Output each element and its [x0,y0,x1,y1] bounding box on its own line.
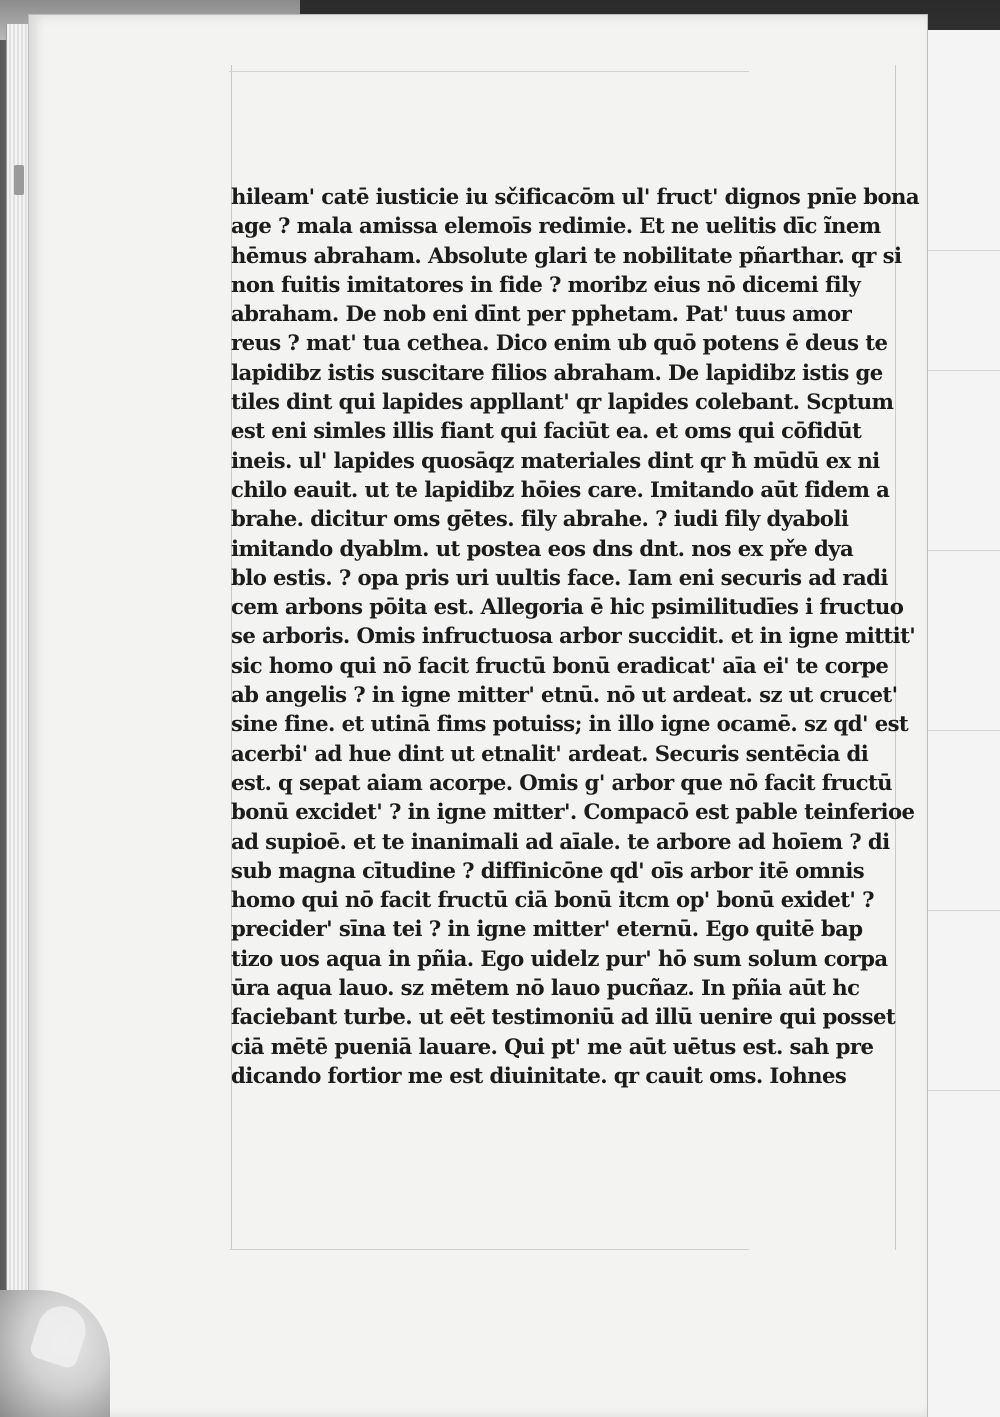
manuscript-line: faciebant turbe. ut eēt testimoniū ad illū uenire qui posset [231,1005,896,1031]
page-clip-tab [14,165,24,195]
manuscript-line: ūra aqua lauo. sz mētem nō lauo pucñaz. In pñia aūt hc [231,976,860,1002]
manuscript-line: ad supioē. et te inanimali ad aīale. te arbore ad hoīem ? di [231,829,890,855]
manuscript-line: hileam' catē iusticie iu sčificacōm ul' fruct' dignos pnīe bona [231,185,920,210]
manuscript-line: acerbi' ad hue dint ut etnalit' ardeat. Securis sentēcia di [231,741,869,767]
manuscript-text-block [231,183,931,1091]
manuscript-line: chilo eauit. ut te lapidibz hōies care. Imitando aūt fidem a [231,477,890,503]
manuscript-line: blo estis. ? opa pris uri uultis face. Iam eni securis ad radi [231,565,888,591]
manuscript-page [28,14,928,1417]
top-ruling-line [229,71,749,72]
manuscript-line: est eni simles illis fiant qui faciūt ea. et oms qui cōfidūt [231,419,862,445]
manuscript-line: reus ? mat' tua cethea. Dico enim ub quō potens ē deus te [231,331,888,357]
manuscript-line: sic homo qui nō facit fructū bonū eradicat' aīa ei' te corpe [231,653,889,679]
manuscript-line: sine fine. et utinā fims potuiss; in illo igne ocamē. sz qd' est [231,712,909,738]
manuscript-line: se arboris. Omis infructuosa arbor succidit. et in igne mittit' [231,624,916,650]
manuscript-line: ab angelis ? in igne mitter' etnū. nō ut ardeat. sz ut crucet' [231,683,898,709]
manuscript-line: lapidibz istis suscitare filios abraham. De lapidibz istis ge [231,360,883,386]
manuscript-line: sub magna cītudine ? diffinicōne qd' oīs arbor itē omnis [231,858,865,884]
manuscript-line: tiles dint qui lapides appllant' qr lapides colebant. Scptum [231,390,894,416]
manuscript-line: homo qui nō facit fructū ciā bonū itcm op' bonū exidet' ? [231,888,874,914]
manuscript-line: imitando dyablm. ut postea eos dns dnt. nos ex pře dya [231,536,854,562]
manuscript-line: hēmus abraham. Absolute glari te nobilitate pñarthar. qr si [231,243,902,269]
manuscript-line: age ? mala amissa elemoīs redimie. Et ne uelitis dīc ĩnem [231,214,881,240]
manuscript-line: est. q sepat aiam acorpe. Omis g' arbor que nō facit fructū [231,770,893,796]
manuscript-line: brahe. dicitur oms gētes. fily abrahe. ? iudi fily dyaboli [231,507,849,533]
manuscript-line: dicando fortior me est diuinitate. qr cauit oms. Iohnes [231,1063,847,1089]
manuscript-line: bonū excidet' ? in igne mitter'. Compacō est pable teinferioe [231,800,915,826]
manuscript-line: precider' sīna tei ? in igne mitter' eternū. Ego quitē bap [231,917,863,943]
bottom-ruling-line [229,1249,749,1250]
manuscript-line: non fuitis imitatores in fide ? moribz eius nō dicemi fily [231,272,861,298]
manuscript-line: ciā mētē pueniā lauare. Qui pt' me aūt uētus est. sah pre [231,1034,874,1060]
manuscript-line: abraham. De nob eni dīnt per pphetam. Pat' tuus amor [231,302,852,328]
manuscript-line: tizo uos aqua in pñia. Ego uidelz pur' hō sum solum corpa [231,946,888,972]
manuscript-line: cem arbons pōita est. Allegoria ē hic psimilitudīes i fructuo [231,595,904,621]
adjacent-sheet [920,30,1000,1417]
manuscript-line: ineis. ul' lapides quosāqz materiales dint qr ħ mūdū ex ni [231,448,880,474]
